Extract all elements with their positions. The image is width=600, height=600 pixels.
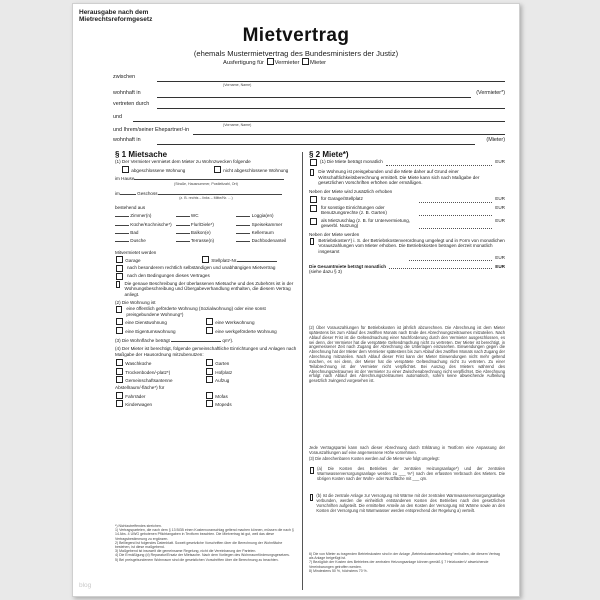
room-count-field[interactable]: [236, 233, 250, 234]
field-mieter-name[interactable]: [133, 121, 505, 122]
charge-checkbox[interactable]: [310, 196, 317, 203]
row-ehepartner: [113, 127, 505, 133]
room-count-field[interactable]: [236, 225, 250, 226]
hint-gesamtmiete: (siehe dazu § 3): [309, 269, 342, 275]
facility-item: [205, 368, 285, 375]
checkbox-betriebskosten[interactable]: [310, 238, 314, 245]
footnotes-right: [309, 552, 505, 573]
sec2-betriebskosten: Betriebskosten*) i. S. der Betriebskostenverordnung umgelegt und in Form von monatlichen Vorauszahlungen vom Mieter erhoben. Die Betriebskosten betragen derzeit monatlich insgesamt: [318, 238, 505, 254]
checkbox-abgeschlossen[interactable]: [122, 166, 129, 173]
checkbox-stellplatz[interactable]: [202, 256, 209, 263]
label-und: und: [113, 114, 122, 120]
storage-item-label: Mofas: [214, 393, 228, 399]
hint-address: (Straße, Hausnummer, Postleitzahl, Ort): [174, 181, 238, 186]
facility-item-label: Garten: [214, 361, 230, 367]
room-count-field[interactable]: [236, 241, 250, 242]
room-count-field[interactable]: [115, 241, 129, 242]
label-zwischen: zwischen: [113, 74, 136, 80]
opt-stellplatz: Stellplatz-Nr.: [211, 258, 238, 264]
opt-sozialwohnung: eine öffentlich geförderte Wohnung (Sozialwohnung) oder eine sonst preisgebundene Wohnung*): [126, 306, 266, 317]
opt-dieser-vertrag: nach den Bedingungen dieses Vertrages: [127, 272, 210, 278]
row-vertreten: [113, 101, 505, 107]
charge-field[interactable]: [419, 205, 492, 216]
field-mieter-address[interactable]: [157, 144, 475, 145]
unit-qm: qm*).: [222, 337, 234, 343]
contract-page: [72, 3, 520, 597]
storage-item-label: Fahrräder: [124, 393, 146, 399]
section-1-title: § 1 Mietsache: [115, 150, 168, 159]
checkbox-mieter[interactable]: [302, 58, 309, 65]
unit-eur-bk: EUR: [495, 255, 505, 261]
label-ehepartner: und Ihrem/seiner Ehepartner/-in: [113, 127, 190, 133]
sec2-p1: (1) Die Miete beträgt monatlich: [320, 159, 383, 165]
facility-item-checkbox[interactable]: [206, 368, 213, 375]
copy-for: [223, 58, 326, 66]
room-item: [115, 222, 176, 227]
checkbox-sozialwohnung[interactable]: [116, 306, 122, 313]
checkbox-werkwohnung[interactable]: [206, 318, 213, 325]
label-abstell: Abstellraum/-fläche*) für: [115, 385, 165, 391]
room-label: Loggia(en): [250, 213, 274, 219]
checkbox-nicht-abgeschlossen[interactable]: [214, 166, 221, 173]
field-vermieter-address[interactable]: [157, 97, 471, 98]
facility-item-checkbox[interactable]: [116, 376, 123, 383]
footnote: 1) Vertragsparteien, die nach dem § 13 BGB einen Kostenvoranschlag geltend machen können, müssen die nach § 14 Abs. 4 UWG gebotenen Pflichtangaben in Textform beachten. Die Mietvertrag ist gut, weil das diese Vertragsbestimmung zu ergänzen.: [115, 528, 294, 541]
room-label: Kellerraum: [250, 230, 274, 236]
charge-eur: EUR: [495, 196, 505, 202]
sec2-p3a: (a) Die Kosten des Betriebes der zentralen Heizungsanlage*) und der zentralen Warmwasserversorgungsanlage werden zu ___ %*) nach den erfassten Verbrauch des Mieters. Die übrigen Kosten nach der Wohn- oder Nutzfläche mit ___ qm.: [317, 466, 505, 481]
room-label: Flur/Diele*): [189, 221, 214, 227]
sec2-p3a-row: [309, 467, 505, 482]
storage-item: [115, 400, 205, 407]
facility-item-label: Waschküche: [124, 361, 152, 367]
copy-for-label: Ausfertigung für: [223, 60, 264, 66]
publisher-note: [79, 9, 152, 23]
storage-item-checkbox[interactable]: [206, 392, 213, 399]
room-count-field[interactable]: [236, 216, 250, 217]
label-neben: Neben der Miete wird zusätzlich erhoben: [309, 188, 393, 194]
sec2-p2: (2) Über Vorauszahlungen für Betriebskosten ist jährlich abzurechnen. Die Abrechnung ist dem Mieter spätestens bis zum Ablauf des zwölften Monats nach Ende des Abrechnungszeitraumes mitzuteilen. Nach Ablauf dieser Frist ist die Geltendmachung einer Nachforderung durch den Vermieter ausgeschlossen, es sei denn, der Vermieter hat die verspätete Geltendmachung nicht zu vertreten. Der Mieter ist berechtigt, in angemessener Zeit nach Zugang der Abrechnung die Unterlagen einzusehen. Einwendungen gegen die Abrechnung hat der Mieter dem Vermieter spätestens bis zum Ablauf des zwölften Monats nach Zugang der Abrechnung mitzuteilen. Nach Ablauf dieser Frist kann der Mieter Einwendungen nicht mehr geltend machen, es sei denn, der Mieter hat die verspätete Geltendmachung nicht zu vertreten. Zu einer Teilabrechnung ist der Vermieter nicht verpflichtet. Bei Auszug des Mieters während des Abrechnungszeitraumes ist der Vermieter zu einer Zwischenabrechnung nicht verpflichtet. Die Abrechnung erfolgt nach Ablauf des Abrechnungszeitraumes automatisch, sofern keine abweichende Aufteilung gesetzlich zwingend vorgesehen ist.: [309, 325, 505, 384]
field-hause[interactable]: [134, 179, 284, 180]
facility-item-label: Trockenboden/-platz*): [124, 369, 171, 375]
opt-garage: Garage: [125, 258, 141, 264]
publisher-line-1: Herausgabe nach dem: [79, 9, 149, 16]
label-mitvermietet: Mitvermietet werden: [115, 249, 157, 255]
field-vertreten[interactable]: [157, 108, 505, 109]
label-neben2: Neben der Miete werden: [309, 231, 360, 237]
room-item: [115, 238, 176, 243]
charge-item: [309, 218, 505, 229]
charge-eur: EUR: [495, 217, 505, 223]
column-divider: [302, 152, 303, 590]
section-2: [309, 152, 505, 275]
sec1-p2: (2) Die Wohnung ist: [115, 299, 156, 305]
room-label: Dachbodenanteil: [250, 238, 287, 244]
facility-item: [115, 359, 205, 366]
room-item: [176, 230, 237, 235]
sec2-preisgebunden: Die Wohnung ist preisgebunden und die Miete daher auf Grund einer Wirtschaftlichkeitsberechnung ermittelt. Die Miete kann sich nach Maßgabe der gesetzlichen Vorschriften erhöhen oder ermäßigen.: [318, 169, 480, 186]
charge-eur: EUR: [495, 205, 505, 211]
facility-item-label: Hofplatz: [214, 369, 233, 375]
extra-charges: [309, 196, 505, 229]
footnote: 3) Maßgebend ist insoweit die gemeinsame Regelung, nicht die Vereinbarung der Parteien.: [115, 549, 257, 554]
facility-item: [205, 376, 285, 383]
label-wohnhaft-2: wohnhaft in: [113, 137, 141, 143]
storage-grid: [115, 392, 297, 408]
charge-checkbox[interactable]: [310, 205, 317, 212]
room-item: [176, 213, 237, 218]
charge-field[interactable]: [419, 196, 492, 203]
sec2-p2b: Jede Vertragspartei kann nach dieser Abrechnung durch Erklärung in Textform eine Anpassung der Vorauszahlungen auf eine angemessene Höhe vornehmen.: [309, 445, 505, 455]
room-item: [115, 230, 176, 235]
room-label: Zimmer(n): [129, 213, 152, 219]
charge-label: für sonstige Einrichtungen oder Benutzungsrechte (z. B. Garten): [321, 205, 387, 216]
field-wohnflaeche[interactable]: [171, 341, 221, 342]
opt-beschreibung: Die genaue Beschreibung der überlassenen Mietsache und des Zubehörs ist in der Wohnungsbeschreibung und Übergabeverhandlung enthalten, die diesem Vertrag anliegt.: [124, 280, 294, 297]
checkbox-beschreibung[interactable]: [116, 281, 120, 288]
footnote: 5) Bei preisgebundenem Wohnraum sind die gesetzlichen Vorschriften über die Berechnung zu beachten.: [115, 557, 279, 562]
row-wohnhaft-2: [113, 137, 505, 143]
room-item: [176, 238, 237, 243]
opt-separater-vertrag: nach besonderem rechtlich selbständigen und unabhängigen Mietvertrag: [127, 264, 276, 270]
publisher-line-2: Mietrechtsreformgesetz: [79, 16, 153, 23]
copy-for-mieter: Mieter: [310, 60, 327, 66]
field-geschoss[interactable]: [120, 194, 136, 195]
opt-werkwohnung: eine Werkwohnung: [215, 320, 255, 326]
storage-item-label: Mopeds: [214, 402, 232, 408]
label-bestehend: bestehend aus: [115, 204, 146, 210]
facility-item-checkbox[interactable]: [116, 368, 123, 375]
label-wohnhaft: wohnhaft in: [113, 90, 141, 96]
facility-item: [205, 359, 285, 366]
storage-item: [205, 392, 285, 399]
checkbox-vermieter[interactable]: [267, 58, 274, 65]
footnote: 8) Mindestens 50 %, höchstens 70 %.: [309, 568, 368, 573]
checkbox-eigentum[interactable]: [116, 327, 123, 334]
opt-abgeschlossen: abgeschlossene Wohnung: [131, 167, 186, 173]
section-2-title: § 2 Miete*): [309, 150, 349, 159]
checkbox-miete[interactable]: [310, 159, 317, 166]
facility-item-checkbox[interactable]: [116, 359, 123, 366]
charge-field[interactable]: [419, 218, 492, 229]
field-vermieter-name[interactable]: [157, 81, 505, 82]
label-vertreten: vertreten durch: [113, 101, 150, 107]
room-label: WC: [189, 213, 199, 219]
facility-item: [115, 368, 205, 375]
storage-item-checkbox[interactable]: [116, 392, 123, 399]
room-count-field[interactable]: [115, 216, 129, 217]
storage-item: [115, 392, 205, 399]
tag-mieter: (Mieter): [486, 137, 505, 143]
charge-item: [309, 205, 505, 216]
field-betriebskosten[interactable]: [409, 255, 492, 260]
facilities-grid: [115, 359, 297, 383]
hint-name-2: (Vorname, Name): [223, 123, 252, 127]
field-stellplatz[interactable]: [237, 261, 277, 262]
sec2-p3b: (b) Ist die zentrale Anlage zur Versorgung mit Wärme mit der zentralen Warmwasserversorgungsanlage verbunden, werden die einheitlich entstandenen Kosten des Betriebes nach den gesetzlichen Vorschriften aufgeteilt. Die ermittelten Anteile an den Kosten der Versorgung mit Wärme sowie an den Kosten der Versorgung mit Warmwasser werden entsprechend der Regelung a) verteilt.: [316, 493, 505, 513]
copy-for-vermieter: Vermieter: [274, 60, 300, 66]
footnotes-left: [115, 524, 297, 562]
opt-werkgefoerdert: eine werkgeförderte Wohnung: [215, 328, 277, 334]
label-gesamtmiete: Die Gesamtmiete beträgt monatlich: [309, 263, 387, 269]
opt-eigentum: eine Eigentumswohnung: [125, 328, 176, 334]
checkbox-heizung-a[interactable]: [310, 467, 314, 474]
storage-item-label: Kinderwagen: [124, 402, 153, 408]
checkbox-garage[interactable]: [116, 256, 123, 263]
room-item: [236, 230, 297, 235]
unit-eur-gesamt: EUR: [495, 263, 505, 269]
sec1-p1: (1) Der Vermieter vermietet dem Mieter zu Wohnzwecken folgende: [115, 159, 251, 165]
room-count-field[interactable]: [176, 241, 190, 242]
facility-item: [115, 376, 205, 383]
room-item: [236, 213, 297, 218]
charge-label: als Mietzuschlag (z. B. für Untervermietung, gewerbl. Nutzung): [321, 217, 411, 229]
checkbox-preisgebunden[interactable]: [310, 169, 314, 176]
room-count-field[interactable]: [115, 233, 129, 234]
room-count-field[interactable]: [176, 225, 190, 226]
room-item: [115, 213, 176, 218]
sec1-p3: (3) Die Wohnfläche beträgt: [115, 337, 170, 343]
label-im-hause: im Hause: [115, 176, 135, 182]
field-lage[interactable]: [158, 194, 282, 195]
row-wohnhaft: [113, 90, 505, 96]
row-zwischen: [113, 74, 505, 80]
room-item: [236, 238, 297, 243]
sec2-p3: (3) Die abrechenbaren Kosten werden auf die Mieter wie folgt umgelegt:: [309, 456, 440, 461]
facility-item-checkbox[interactable]: [206, 376, 213, 383]
room-item: [236, 222, 297, 227]
footnote: 6) Die von Mieter zu tragenden Betriebskosten sind in der Anlage „Betriebskostenaufstellung“ enthalten, die diesem Vertrag als Anlage beigefügt ist.: [309, 552, 500, 561]
checkbox-heizung-b[interactable]: [310, 494, 313, 501]
hint-geschoss: (z. B. rechts – links – Mitte/Nr. …): [179, 196, 233, 201]
footnote: 2) Beiliegend ist folgendes Datenblatt. Soweit gesetzliche Vorschriften über die Berechnung der Wohnfläche bestehen, ist diese maßgebend.: [115, 540, 283, 550]
room-label: Speisekammer: [250, 221, 283, 227]
room-label: Dusche: [129, 238, 146, 244]
opt-nicht-abgeschlossen: nicht abgeschlossene Wohnung: [223, 167, 289, 173]
label-geschoss: Geschoss: [137, 191, 158, 197]
facility-item-checkbox[interactable]: [206, 359, 213, 366]
document-subtitle: (ehemals Mustermietvertrag des Bundesministers der Justiz): [193, 49, 399, 58]
room-count-field[interactable]: [115, 225, 129, 226]
charge-label: für Garage/Stellplatz: [321, 196, 363, 202]
storage-item-checkbox[interactable]: [116, 400, 123, 407]
unit-eur-1: EUR: [495, 159, 505, 165]
room-label: Bad: [129, 230, 139, 236]
field-miete[interactable]: [386, 159, 492, 166]
field-gesamtmiete[interactable]: [389, 264, 492, 269]
charge-item: [309, 196, 505, 203]
storage-item-checkbox[interactable]: [206, 400, 213, 407]
hint-name: (Vorname, Name): [223, 83, 252, 87]
checkbox-dieser-vertrag[interactable]: [116, 273, 123, 280]
row-und: [113, 114, 505, 120]
room-label: Terrasse(n): [189, 238, 215, 244]
checkbox-separater-vertrag[interactable]: [116, 265, 123, 272]
facility-item-label: Aufzug: [214, 377, 230, 383]
footnote: 7) Bezüglich der Kosten des Betriebes der zentralen Heizungsanlage können gemäß § 7 HeizkostenV abweichende Vereinbarungen getroffen werden.: [309, 560, 489, 569]
charge-checkbox[interactable]: [310, 218, 317, 225]
room-label: Balkon(e): [189, 230, 211, 236]
footnote: *) Nichtzutreffendes streichen.: [115, 524, 162, 528]
document-title: Mietvertrag: [242, 25, 350, 46]
storage-item: [205, 400, 285, 407]
sec2-p3b-row: [309, 494, 505, 513]
field-ehepartner[interactable]: [193, 134, 505, 135]
room-count-field[interactable]: [176, 216, 190, 217]
checkbox-dienstwohnung[interactable]: [116, 318, 123, 325]
room-count-field[interactable]: [176, 233, 190, 234]
label-im: im: [115, 191, 120, 197]
room-item: [176, 222, 237, 227]
tag-vermieter: (Vermieter*): [476, 90, 505, 96]
footnote: 4) Die Ermäßigung (d) Reparatur/Ersatz der Mietsache. Nach dem Vorliegen des Wohnraumförderungsgesetzes.: [115, 553, 290, 558]
facility-item-label: Gemeinschaftsantenne: [124, 377, 173, 383]
watermark: blog: [79, 582, 92, 589]
section-1: [115, 152, 297, 408]
rooms-grid: [115, 213, 297, 244]
sec1-p4: (4) Der Mieter ist berechtigt, folgende gemeinschaftliche Einrichtungen und Anlagen nach Maßgabe der Hausordnung mitzubenutzen:: [115, 346, 297, 357]
checkbox-werkgefoerdert[interactable]: [206, 327, 213, 334]
room-label: Küche/Kochnische*): [129, 221, 172, 227]
opt-dienstwohnung: eine Dienstwohnung: [125, 320, 167, 326]
